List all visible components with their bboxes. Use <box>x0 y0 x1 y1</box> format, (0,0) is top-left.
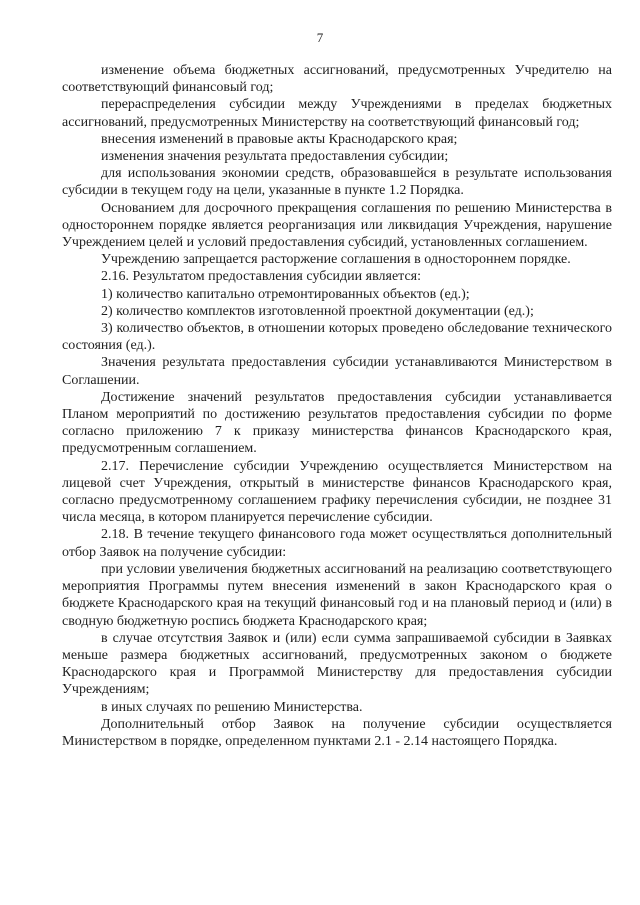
paragraph: Значения результата предоставления субсидии устанавливаются Министерством в Соглашении. <box>62 355 612 388</box>
paragraph: при условии увеличения бюджетных ассигнований на реализацию соответствующего мероприятия Программы путем внесения изменений в закон Краснодарского края о бюджете Краснодарского края на текущий финансовый год и на плановый период и (или) в сводную бюджетную роспись бюджета Краснодарского края; <box>62 561 612 629</box>
paragraph: Дополнительный отбор Заявок на получение субсидии осуществляется Министерством в порядке, определенном пунктами 2.1 - 2.14 настоящего Порядка. <box>62 716 612 749</box>
paragraph: изменения значения результата предоставления субсидии; <box>101 149 449 165</box>
paragraph: перераспределения субсидии между Учреждениями в пределах бюджетных ассигнований, предусмотренных Министерству на соответствующий финансовый год; <box>62 97 612 130</box>
section-heading-2-16: 2.16. Результатом предоставления субсидии является: <box>101 269 421 285</box>
paragraph: внесения изменений в правовые акты Краснодарского края; <box>101 131 458 147</box>
list-item: 3) количество объектов, в отношении которых проведено обследование технического состояния (ед.). <box>62 321 612 354</box>
paragraph: в случае отсутствия Заявок и (или) если сумма запрашиваемой субсидии в Заявках меньше размера бюджетных ассигнований, предусмотренных законом о бюджете Краснодарского края и Программой Министерству для предоставления субсидии Учреждениям; <box>62 630 612 698</box>
paragraph: для использования экономии средств, образовавшейся в результате использования субсидии в текущем году на цели, указанные в пункте 1.2 Порядка. <box>62 166 612 199</box>
list-item: 2) количество комплектов изготовленной проектной документации (ед.); <box>101 303 534 319</box>
page-number: 7 <box>316 30 324 45</box>
section-2-17: 2.17. Перечисление субсидии Учреждению осуществляется Министерством на лицевой счет Учреждения, открытый в министерстве финансов Краснодарского края, согласно предусмотренному соглашением графику перечисления субсидии, не позднее 31 числа месяца, в котором планируется перечисление субсидии. <box>62 458 612 526</box>
section-2-18: 2.18. В течение текущего финансового года может осуществляться дополнительный отбор Заявок на получение субсидии: <box>62 527 612 560</box>
paragraph: Основанием для досрочного прекращения соглашения по решению Министерства в одностороннем порядке является реорганизация или ликвидация Учреждения, нарушение Учреждением целей и условий предоставления субсидий, установленных соглашением. <box>62 200 612 251</box>
paragraph: в иных случаях по решению Министерства. <box>101 699 363 715</box>
list-item: 1) количество капитально отремонтированных объектов (ед.); <box>101 286 470 302</box>
paragraph: изменение объема бюджетных ассигнований, предусмотренных Учредителю на соответствующий финансовый год; <box>62 63 612 96</box>
paragraph: Достижение значений результатов предоставления субсидии устанавливается Планом мероприятий по достижению результатов предоставления субсидии по форме согласно приложению 7 к приказу министерства финансов Краснодарского края, предусмотренным соглашением. <box>62 389 612 457</box>
paragraph: Учреждению запрещается расторжение соглашения в одностороннем порядке. <box>101 252 571 268</box>
document-body <box>62 62 612 750</box>
